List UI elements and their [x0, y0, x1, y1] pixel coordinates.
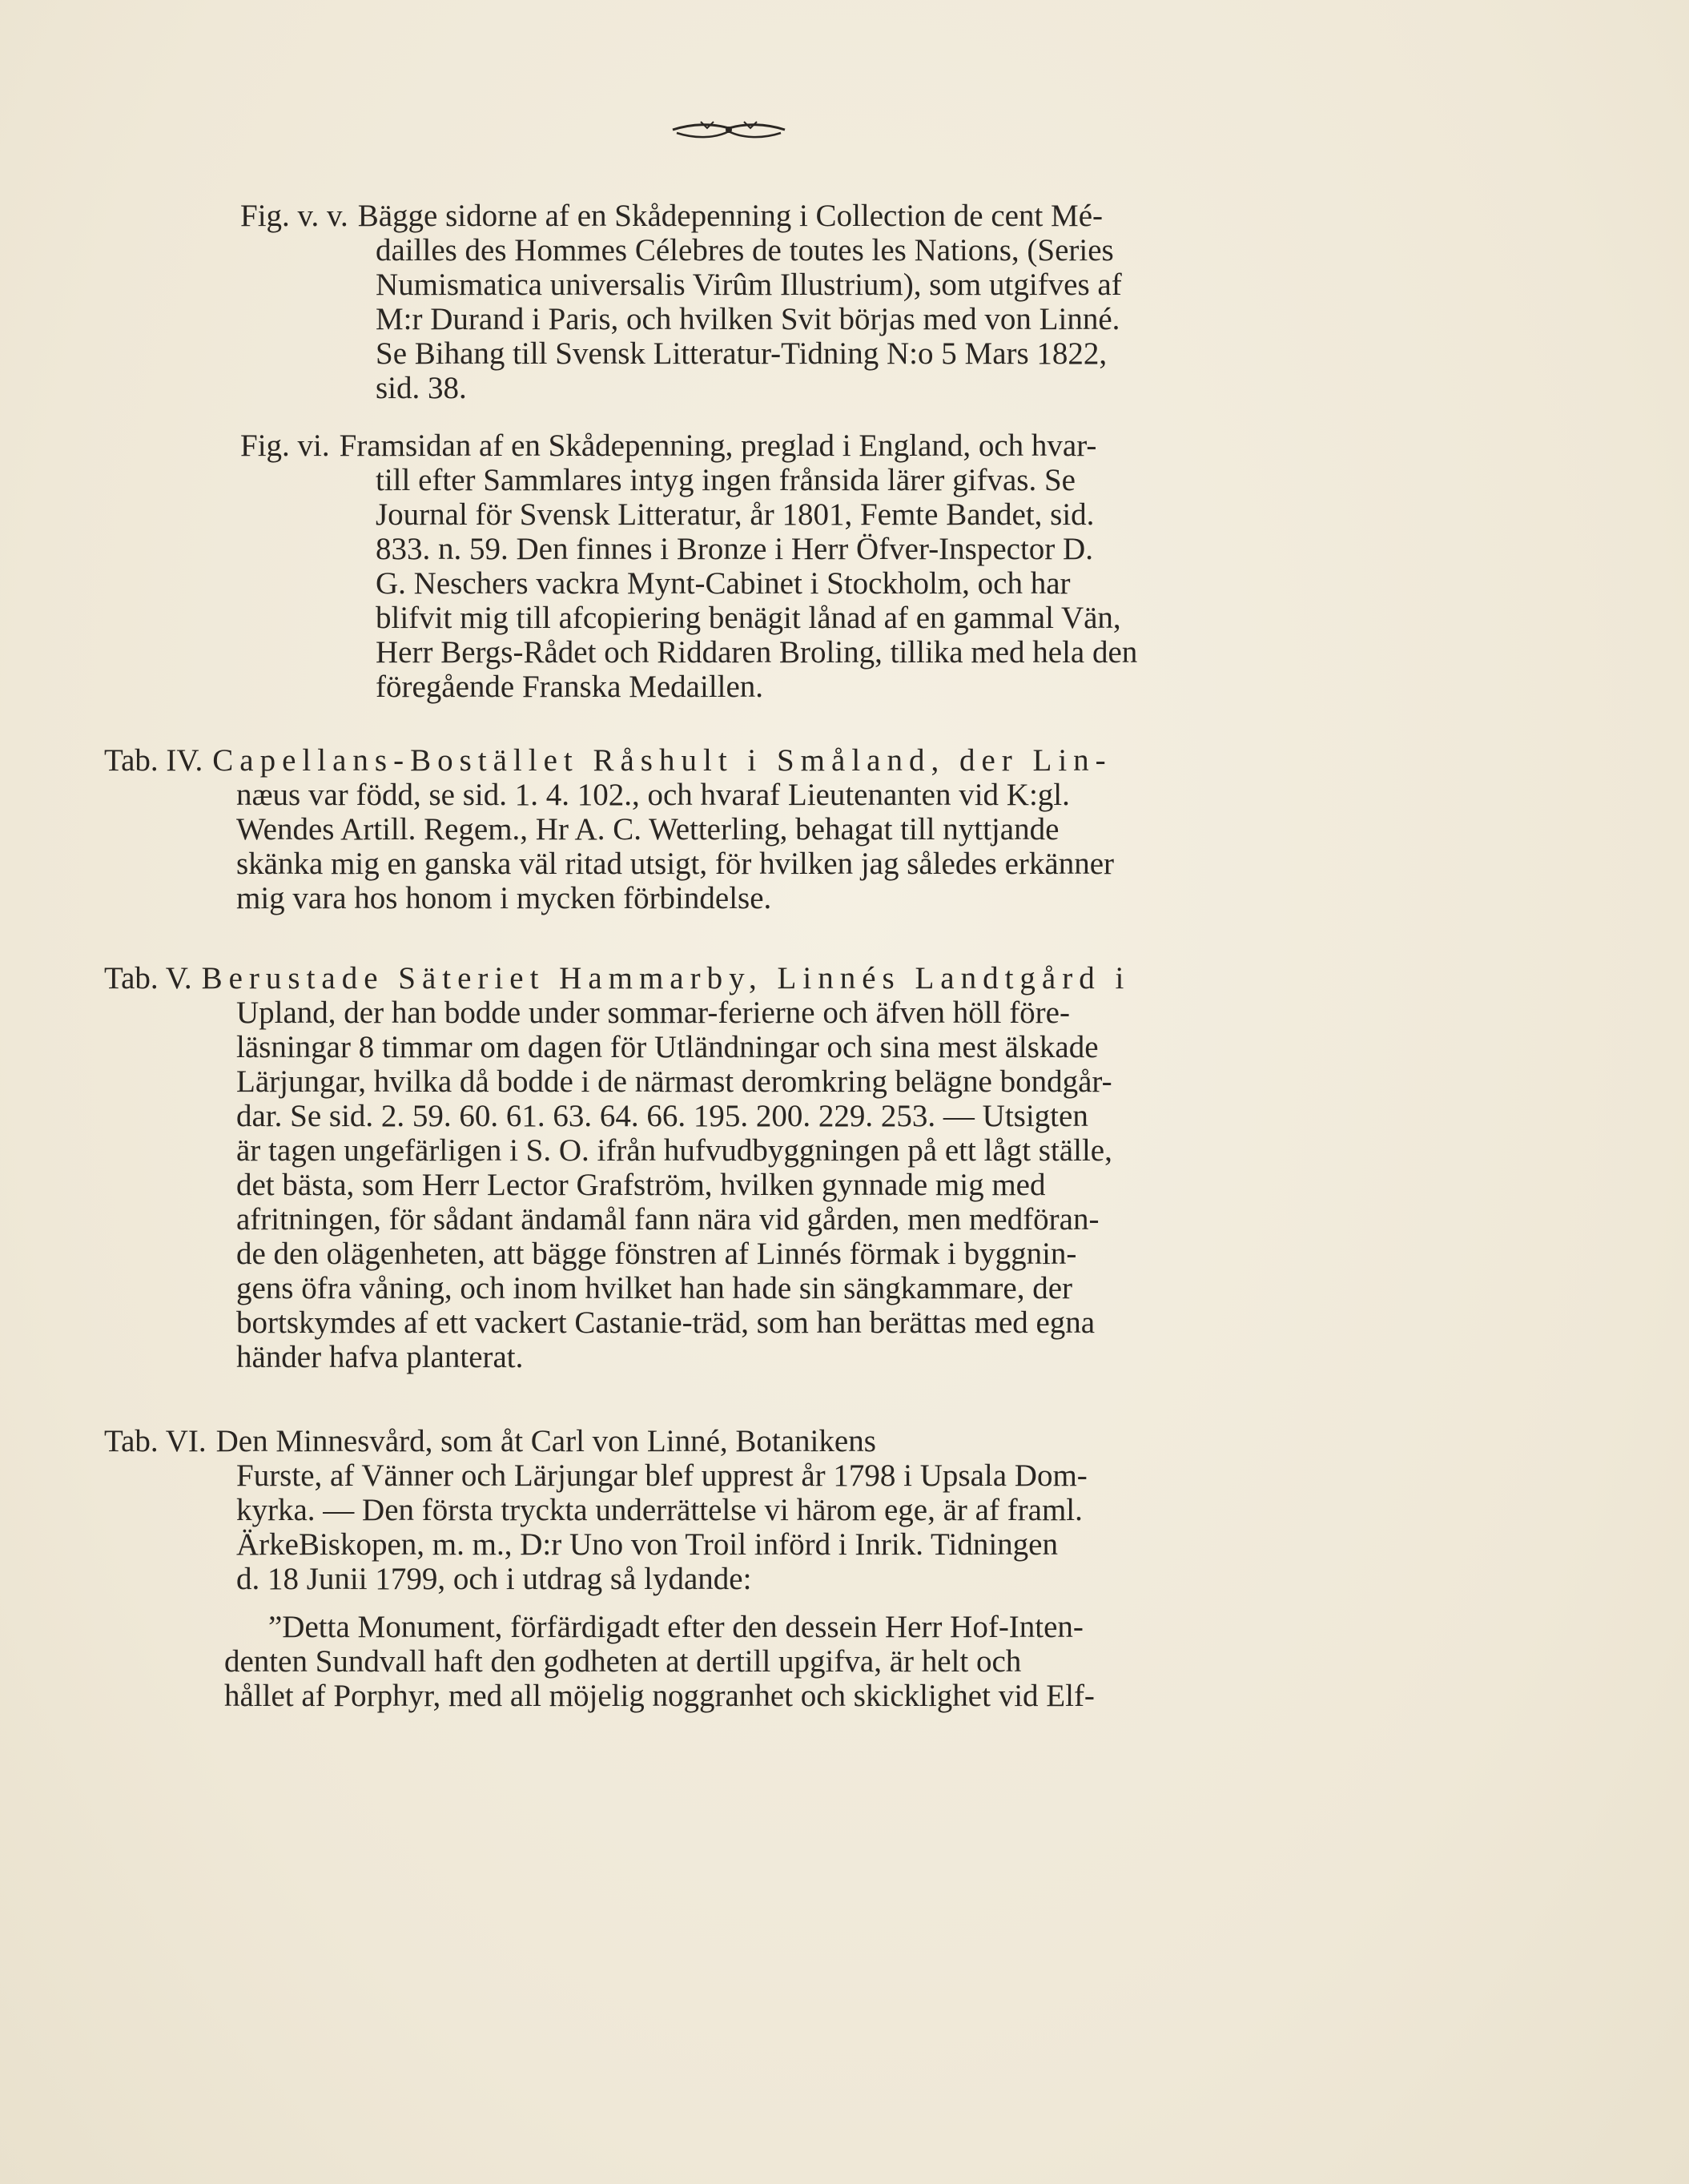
entry-line: Numismatica universalis Virûm Illustrium), som utgifves af — [376, 267, 1122, 302]
entry-line: Wendes Artill. Regem., Hr A. C. Wetterling, behagat till nyttjande — [236, 812, 1060, 847]
entry-line: Tab. IV. Capellans-Bostället Råshult i Småland, der Lin- — [104, 743, 1112, 778]
entry-line: 833. n. 59. Den finnes i Bronze i Herr Öfver-Inspector D. — [376, 532, 1093, 566]
quote-block — [224, 1610, 1095, 1713]
entry-line: Fig. v. v. Bägge sidorne af en Skådepenning i Collection de cent Mé- — [240, 199, 1104, 233]
entry-label: Fig. vi. — [240, 428, 330, 463]
entry-line: till efter Sammlares intyg ingen frånsida lärer gifvas. Se — [376, 463, 1076, 497]
entry-label: Tab. IV. — [104, 743, 203, 778]
entry-line: afritningen, för sådant ändamål fann nära vid gården, men medföran- — [236, 1202, 1100, 1237]
entry-line: M:r Durand i Paris, och hvilken Svit börjas med von Linné. — [376, 302, 1120, 336]
entry-line: bortskymdes af ett vackert Castanie-träd, som han berättas med egna — [236, 1305, 1096, 1340]
entry-label: Tab. V. — [104, 961, 192, 995]
entry-line: G. Neschers vackra Mynt-Cabinet i Stockholm, och har — [376, 566, 1071, 601]
entry-tab-4 — [104, 743, 1114, 915]
entry-line: d. 18 Junii 1799, och i utdrag så lydande: — [236, 1562, 752, 1596]
entry-line: Tab. VI. Den Minnesvård, som åt Carl von Linné, Botanikens — [104, 1424, 876, 1458]
entry-line: Upland, der han bodde under sommar-ferierne och äfven höll före- — [236, 995, 1070, 1030]
entry-line: Tab. V. Berustade Säteriet Hammarby, Linnés Landtgård i — [104, 961, 1131, 995]
entry-line: mig vara hos honom i mycken förbindelse. — [236, 881, 772, 915]
entry-fig-5 — [240, 199, 1122, 405]
entry-tab-6 — [104, 1424, 1088, 1596]
entry-line: næus var född, se sid. 1. 4. 102., och hvaraf Lieutenanten vid K:gl. — [236, 778, 1070, 812]
entry-line: skänka mig en ganska väl ritad utsigt, för hvilken jag således erkänner — [236, 847, 1114, 881]
entry-line: kyrka. — Den första tryckta underrättelse vi härom ege, är af framl. — [236, 1493, 1083, 1527]
entry-line: är tagen ungefärligen i S. O. ifrån hufvudbyggningen på ett lågt ställe, — [236, 1133, 1112, 1168]
entry-line: blifvit mig till afcopiering benägit lånad af en gammal Vän, — [376, 601, 1121, 635]
entry-line: Herr Bergs-Rådet och Riddaren Broling, tillika med hela den — [376, 635, 1138, 670]
entry-fig-6 — [240, 428, 1137, 704]
decorative-ornament-icon — [669, 112, 789, 146]
quote-line: hållet af Porphyr, med all möjelig noggranhet och skicklighet vid Elf- — [224, 1679, 1095, 1713]
entry-line: gens öfra våning, och inom hvilket han hade sin sängkammare, der — [236, 1271, 1073, 1305]
entry-line: dailles des Hommes Célebres de toutes les Nations, (Series — [376, 233, 1114, 267]
entry-line: det bästa, som Herr Lector Grafström, hvilken gynnade mig med — [236, 1168, 1046, 1202]
quote-line: ”Detta Monument, förfärdigadt efter den dessein Herr Hof-Inten- — [268, 1610, 1084, 1644]
entry-line: Furste, af Vänner och Lärjungar blef upprest år 1798 i Upsala Dom- — [236, 1458, 1088, 1493]
entry-label: Tab. VI. — [104, 1424, 207, 1458]
quote-line: denten Sundvall haft den godheten at dertill upgifva, är helt och — [224, 1644, 1022, 1679]
entry-line: Lärjungar, hvilka då bodde i de närmast deromkring belägne bondgår- — [236, 1064, 1112, 1099]
entry-line: sid. 38. — [376, 371, 467, 405]
entry-line: händer hafva planterat. — [236, 1340, 524, 1374]
entry-label: Fig. v. v. — [240, 199, 348, 233]
entry-line: Se Bihang till Svensk Litteratur-Tidning N:o 5 Mars 1822, — [376, 336, 1108, 371]
entry-line: de den olägenheten, att bägge fönstren af Linnés förmak i byggnin- — [236, 1237, 1077, 1271]
entry-line: ÄrkeBiskopen, m. m., D:r Uno von Troil införd i Inrik. Tidningen — [236, 1527, 1058, 1562]
entry-line: föregående Franska Medaillen. — [376, 670, 764, 704]
entry-line: Fig. vi. Framsidan af en Skådepenning, preglad i England, och hvar- — [240, 428, 1097, 463]
entry-line: dar. Se sid. 2. 59. 60. 61. 63. 64. 66. 195. 200. 229. 253. — Utsigten — [236, 1099, 1088, 1133]
entry-line: Journal för Svensk Litteratur, år 1801, Femte Bandet, sid. — [376, 497, 1095, 532]
entry-line: läsningar 8 timmar om dagen för Utländningar och sina mest älskade — [236, 1030, 1099, 1064]
entry-tab-5 — [104, 961, 1130, 1374]
